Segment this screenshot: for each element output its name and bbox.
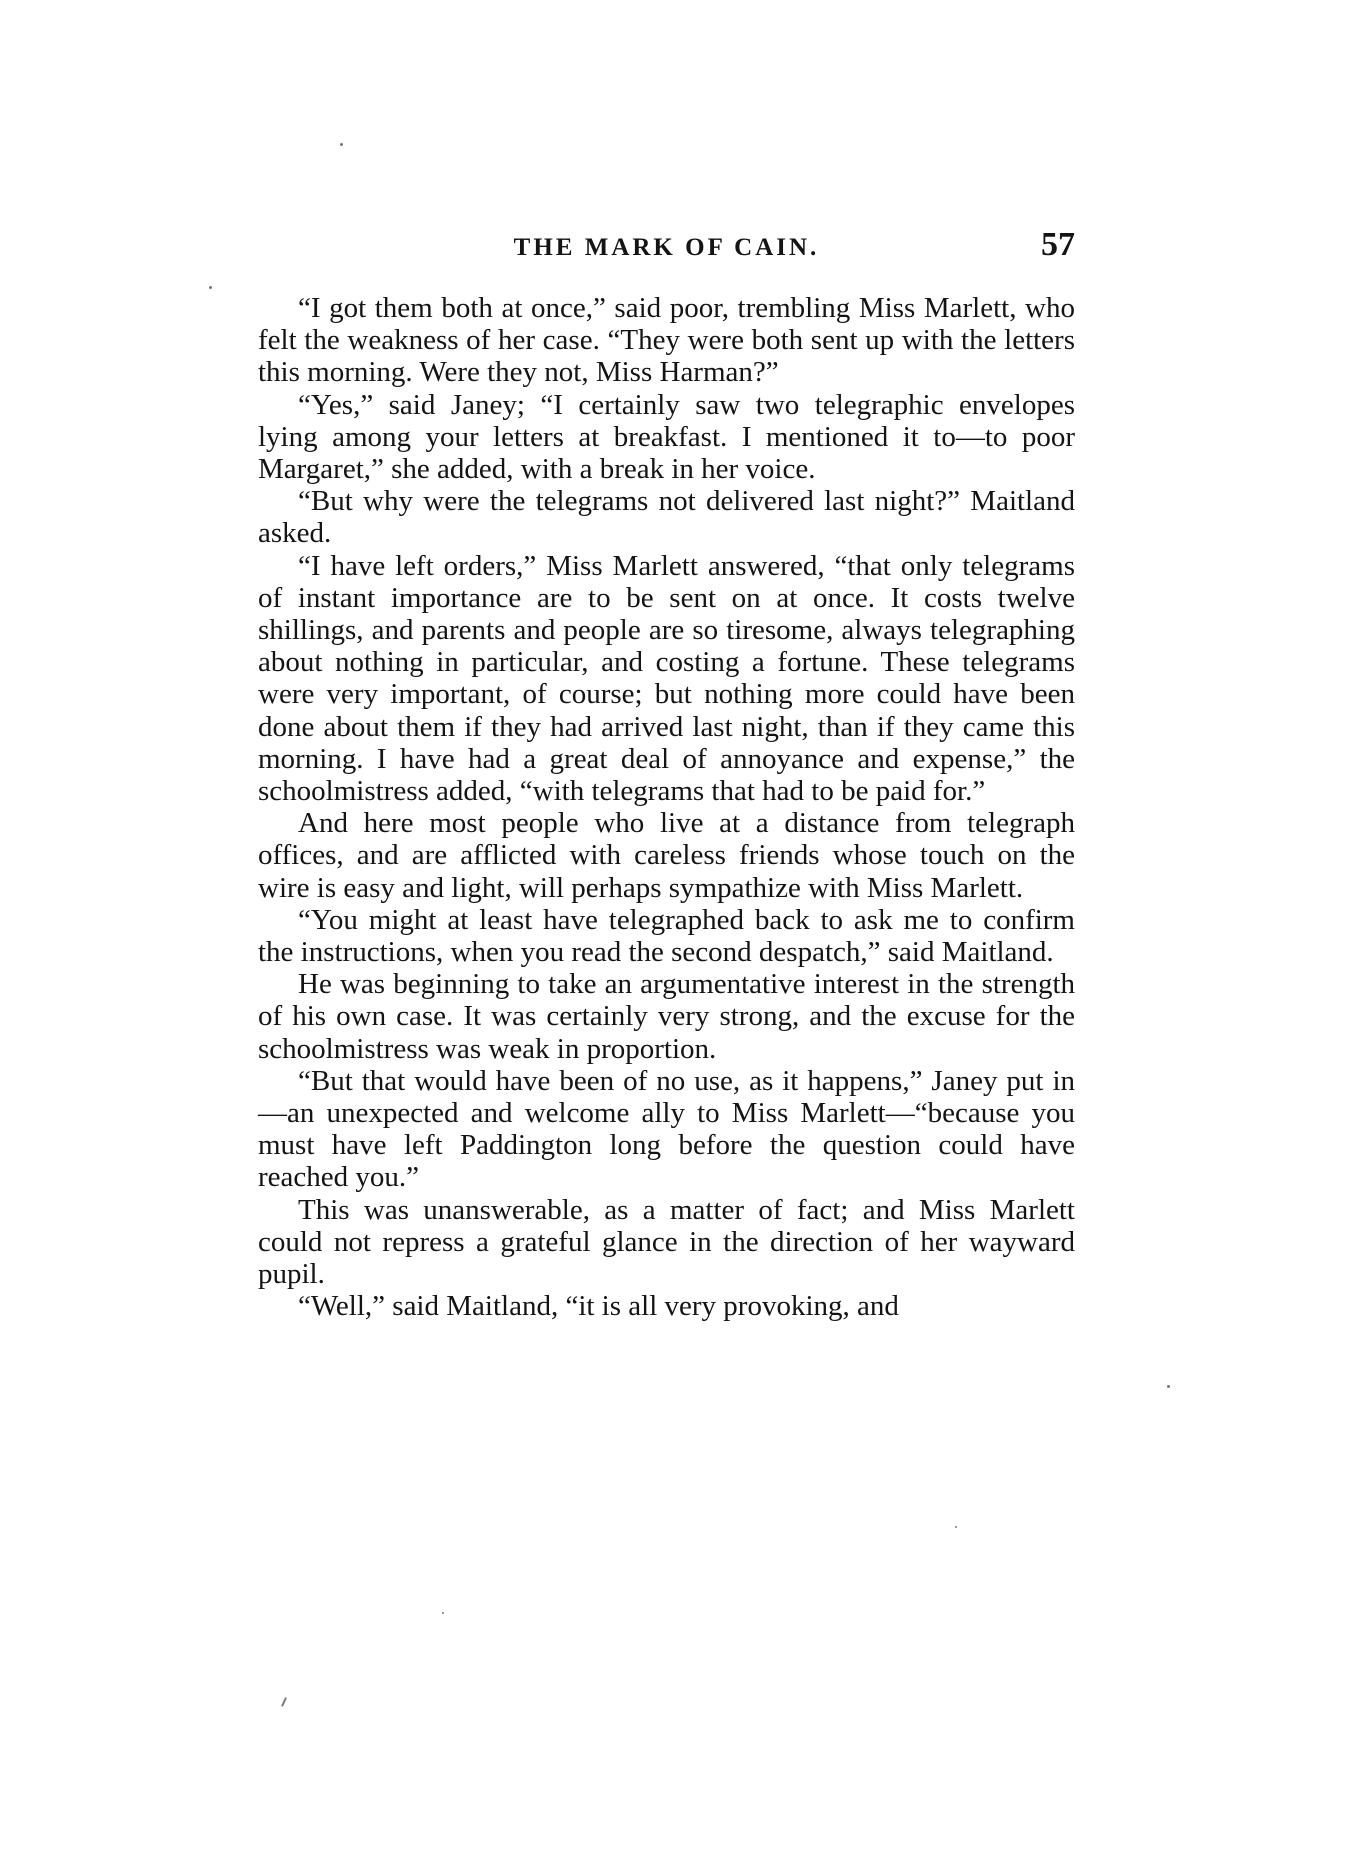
paragraph-1: “I got them both at once,” said poor, trembling Miss Marlett, who felt the weakness of her case. “They were both sent up with the letters this morning. Were they not, Miss Harman?” <box>258 292 1075 389</box>
paragraph-2: “Yes,” said Janey; “I certainly saw two telegraphic envelopes lying among your letters at breakfast. I mentioned it to—to poor Margaret,” she added, with a break in her voice. <box>258 388 1075 486</box>
scan-speck <box>1167 1385 1170 1388</box>
paragraph-7: He was beginning to take an argumentative interest in the strength of his own case. It was certainly very strong, and the excuse for the schoolmistress was weak in proportion. <box>258 968 1075 1065</box>
paragraph-4: “I have left orders,” Miss Marlett answered, “that only telegrams of instant importance are to be sent on at once. It costs twelve shillings, and parents and people are so tiresome, always telegraphing about nothing in particular, and costing a fortune. These telegrams were very important, of course; but nothing more could have been done about them if they had arrived last night, than if they came this morning. I have had a great deal of annoyance and expense,” the schoolmistress added, “with telegrams that had to be paid for.” <box>258 549 1075 808</box>
paragraph-5: And here most people who live at a distance from telegraph offices, and are afflicted with careless friends whose touch on the wire is easy and light, will perhaps sympathize with Miss Marlett. <box>258 807 1075 904</box>
page-number: 57 <box>1041 226 1075 263</box>
body-text <box>258 292 1075 1323</box>
paragraph-8: “But that would have been of no use, as it happens,” Janey put in—an unexpected and welcome ally to Miss Marlett—“because you must have left Paddington long before the question could have reached you.” <box>258 1064 1075 1194</box>
running-title: THE MARK OF CAIN. <box>513 234 820 261</box>
page-header <box>258 226 1075 266</box>
scan-speck <box>209 286 212 289</box>
paragraph-6: “You might at least have telegraphed back to ask me to confirm the instructions, when you read the second despatch,” said Maitland. <box>258 903 1075 969</box>
paragraph-3: “But why were the telegrams not delivered last night?” Maitland asked. <box>258 485 1075 550</box>
paragraph-9: This was unanswerable, as a matter of fact; and Miss Marlett could not repress a grateful glance in the direction of her wayward pupil. <box>258 1193 1075 1291</box>
scan-speck <box>340 143 343 146</box>
paragraph-10: “Well,” said Maitland, “it is all very provoking, and <box>298 1290 899 1323</box>
scan-speck <box>955 1526 957 1528</box>
scan-speck <box>281 1697 287 1707</box>
scan-speck <box>442 1612 444 1614</box>
